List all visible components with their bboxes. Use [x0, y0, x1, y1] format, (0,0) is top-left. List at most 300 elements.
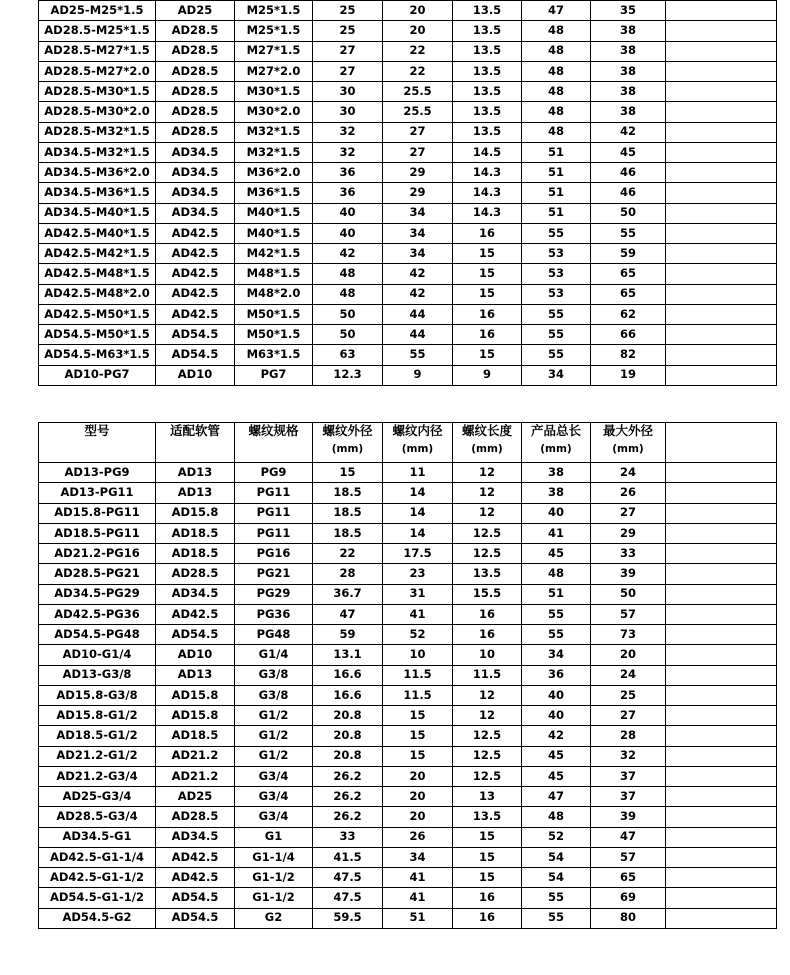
table-cell: 16 — [453, 325, 522, 345]
table-cell: AD10 — [156, 365, 235, 385]
table-cell: 41 — [383, 888, 453, 908]
table-cell: AD42.5-M50*1.5 — [39, 304, 156, 324]
table-cell: 40 — [313, 203, 383, 223]
table-cell: 25 — [313, 1, 383, 21]
table-cell: G3/8 — [235, 685, 313, 705]
table-row — [39, 604, 777, 624]
table-cell: AD25-G3/4 — [39, 787, 156, 807]
table-row — [39, 746, 777, 766]
table-cell: 34 — [383, 203, 453, 223]
table-cell: 12.5 — [453, 746, 522, 766]
table-cell: AD13 — [156, 463, 235, 483]
table-cell: 82 — [591, 345, 666, 365]
table-cell: 20 — [383, 21, 453, 41]
table-cell: 11.5 — [383, 685, 453, 705]
blank-cell — [666, 645, 777, 665]
table-cell: 17.5 — [383, 544, 453, 564]
table-cell: 48 — [522, 102, 591, 122]
table-cell: 34 — [383, 847, 453, 867]
table-cell: 51 — [522, 183, 591, 203]
table-cell: M40*1.5 — [235, 223, 313, 243]
table-cell: 20 — [383, 1, 453, 21]
header-label: 产品总长 — [530, 423, 581, 438]
table-cell: 55 — [522, 223, 591, 243]
table-cell: 15 — [453, 868, 522, 888]
table-cell: 12.5 — [453, 523, 522, 543]
table-cell: 10 — [383, 645, 453, 665]
table-cell: 25.5 — [383, 82, 453, 102]
table-cell: 22 — [383, 41, 453, 61]
table-cell: AD21.2 — [156, 766, 235, 786]
blank-cell — [666, 807, 777, 827]
table-cell: AD28.5 — [156, 102, 235, 122]
table-cell: 39 — [591, 564, 666, 584]
table-cell: 34 — [522, 645, 591, 665]
table-cell: AD10-G1/4 — [39, 645, 156, 665]
table-cell: 33 — [591, 544, 666, 564]
table-cell: 50 — [591, 203, 666, 223]
table-cell: M42*1.5 — [235, 244, 313, 264]
header-label: 螺纹内径 — [392, 423, 443, 438]
table-row — [39, 284, 777, 304]
table-cell: 45 — [591, 142, 666, 162]
table-cell: AD21.2-PG16 — [39, 544, 156, 564]
table-cell: 16.6 — [313, 685, 383, 705]
table-cell: 13.5 — [453, 122, 522, 142]
blank-cell — [666, 483, 777, 503]
table-cell: 48 — [522, 21, 591, 41]
blank-cell — [666, 544, 777, 564]
table-cell: AD42.5-G1-1/4 — [39, 847, 156, 867]
table-cell: 53 — [522, 264, 591, 284]
table-cell: 12 — [453, 706, 522, 726]
blank-cell — [666, 122, 777, 142]
table-cell: 26.2 — [313, 787, 383, 807]
table-cell: AD28.5 — [156, 122, 235, 142]
table-cell: 62 — [591, 304, 666, 324]
table-cell: 15 — [453, 264, 522, 284]
table-row — [39, 544, 777, 564]
table-cell: 48 — [522, 564, 591, 584]
table-row — [39, 365, 777, 385]
table-row — [39, 325, 777, 345]
header-hose — [156, 423, 235, 463]
table-cell: AD42.5-M42*1.5 — [39, 244, 156, 264]
table-cell: 12.5 — [453, 766, 522, 786]
table-row — [39, 41, 777, 61]
table-cell: 59 — [591, 244, 666, 264]
header-total-length — [522, 423, 591, 463]
table-cell: 36 — [313, 163, 383, 183]
blank-cell — [666, 142, 777, 162]
table-cell: 41 — [383, 868, 453, 888]
table-cell: 15 — [453, 284, 522, 304]
table-cell: AD34.5 — [156, 203, 235, 223]
table-cell: 42 — [591, 122, 666, 142]
table-row — [39, 564, 777, 584]
table-cell: 16 — [453, 304, 522, 324]
table-cell: 25 — [591, 685, 666, 705]
table-cell: PG48 — [235, 625, 313, 645]
table-cell: M48*1.5 — [235, 264, 313, 284]
table-cell: G3/4 — [235, 807, 313, 827]
table-cell: 29 — [383, 163, 453, 183]
table-row — [39, 61, 777, 81]
table-cell: AD42.5 — [156, 244, 235, 264]
table-cell: 44 — [383, 325, 453, 345]
table-cell: AD54.5-M63*1.5 — [39, 345, 156, 365]
table-cell: AD54.5 — [156, 625, 235, 645]
table-cell: 51 — [522, 203, 591, 223]
table-cell: 20 — [383, 766, 453, 786]
table-cell: 47 — [313, 604, 383, 624]
table-row — [39, 21, 777, 41]
table-cell: M25*1.5 — [235, 21, 313, 41]
table-row — [39, 183, 777, 203]
table-cell: M36*1.5 — [235, 183, 313, 203]
table-cell: AD54.5-PG48 — [39, 625, 156, 645]
table-cell: 12 — [453, 463, 522, 483]
table-cell: G1 — [235, 827, 313, 847]
table-cell: 15 — [383, 726, 453, 746]
table-cell: 55 — [522, 908, 591, 928]
table-cell: 50 — [591, 584, 666, 604]
table-cell: 57 — [591, 604, 666, 624]
table-cell: 50 — [313, 325, 383, 345]
blank-cell — [666, 223, 777, 243]
table-cell: AD28.5 — [156, 41, 235, 61]
table-cell: 40 — [522, 706, 591, 726]
table-cell: 15 — [453, 345, 522, 365]
table-cell: 47 — [591, 827, 666, 847]
table-cell: AD18.5-G1/2 — [39, 726, 156, 746]
table-cell: 18.5 — [313, 483, 383, 503]
table-cell: 12.5 — [453, 726, 522, 746]
table-cell: 33 — [313, 827, 383, 847]
table-cell: 18.5 — [313, 503, 383, 523]
table-cell: AD21.2-G1/2 — [39, 746, 156, 766]
table-row — [39, 102, 777, 122]
table-cell: AD42.5-PG36 — [39, 604, 156, 624]
table-cell: 55 — [522, 604, 591, 624]
table-cell: AD54.5 — [156, 908, 235, 928]
table-cell: AD18.5-PG11 — [39, 523, 156, 543]
table-cell: 13 — [453, 787, 522, 807]
table-cell: 13.5 — [453, 1, 522, 21]
table-row — [39, 807, 777, 827]
table-cell: 12 — [453, 685, 522, 705]
table-row — [39, 847, 777, 867]
table-cell: 54 — [522, 868, 591, 888]
header-max-od — [591, 423, 666, 463]
table-cell: AD34.5-M32*1.5 — [39, 142, 156, 162]
blank-cell — [666, 888, 777, 908]
table-cell: AD10 — [156, 645, 235, 665]
table-cell: M50*1.5 — [235, 325, 313, 345]
table-cell: 36.7 — [313, 584, 383, 604]
blank-cell — [666, 625, 777, 645]
table-cell: AD28.5-G3/4 — [39, 807, 156, 827]
table-cell: AD28.5-M30*1.5 — [39, 82, 156, 102]
table-cell: 65 — [591, 284, 666, 304]
table-cell: 16 — [453, 604, 522, 624]
blank-cell — [666, 685, 777, 705]
blank-cell — [666, 523, 777, 543]
table-cell: 37 — [591, 787, 666, 807]
table-row — [39, 244, 777, 264]
table-cell: 13.5 — [453, 82, 522, 102]
table-cell: 48 — [313, 264, 383, 284]
table-cell: 22 — [313, 544, 383, 564]
table-cell: 15 — [453, 827, 522, 847]
table-cell: 51 — [522, 163, 591, 183]
table-cell: AD18.5 — [156, 726, 235, 746]
table-cell: AD54.5-G2 — [39, 908, 156, 928]
table-cell: M40*1.5 — [235, 203, 313, 223]
blank-cell — [666, 304, 777, 324]
table-cell: 25 — [313, 21, 383, 41]
table-cell: AD28.5-M27*2.0 — [39, 61, 156, 81]
table-cell: 35 — [591, 1, 666, 21]
header-unit: (mm) — [401, 442, 434, 455]
table-cell: 20 — [383, 787, 453, 807]
table-cell: G1/2 — [235, 706, 313, 726]
table-cell: G1/4 — [235, 645, 313, 665]
table-cell: 73 — [591, 625, 666, 645]
table-cell: 47 — [522, 1, 591, 21]
header-label: 型号 — [84, 423, 110, 438]
table-cell: G1-1/2 — [235, 868, 313, 888]
table-cell: 24 — [591, 463, 666, 483]
table-cell: AD54.5-G1-1/2 — [39, 888, 156, 908]
table-cell: AD28.5-M32*1.5 — [39, 122, 156, 142]
table-cell: AD28.5 — [156, 807, 235, 827]
table-cell: 57 — [591, 847, 666, 867]
table-row — [39, 523, 777, 543]
blank-cell — [666, 908, 777, 928]
table-cell: AD28.5 — [156, 61, 235, 81]
table-cell: M27*2.0 — [235, 61, 313, 81]
table-cell: 12.3 — [313, 365, 383, 385]
table-cell: AD34.5 — [156, 183, 235, 203]
table-cell: AD34.5 — [156, 827, 235, 847]
header-thread-spec — [235, 423, 313, 463]
blank-cell — [666, 423, 777, 463]
table-cell: 27 — [313, 41, 383, 61]
table-cell: 34 — [383, 223, 453, 243]
table-cell: 48 — [522, 41, 591, 61]
blank-cell — [666, 102, 777, 122]
table-row — [39, 345, 777, 365]
table-cell: 69 — [591, 888, 666, 908]
table-cell: 27 — [313, 61, 383, 81]
table-cell: 29 — [383, 183, 453, 203]
table-cell: 31 — [383, 584, 453, 604]
table-cell: AD34.5-PG29 — [39, 584, 156, 604]
table-cell: 48 — [522, 82, 591, 102]
table-cell: AD18.5 — [156, 523, 235, 543]
table-cell: AD25-M25*1.5 — [39, 1, 156, 21]
table-cell: 15 — [313, 463, 383, 483]
table-cell: 38 — [591, 82, 666, 102]
table-cell: G3/4 — [235, 787, 313, 807]
table-cell: 27 — [383, 142, 453, 162]
blank-cell — [666, 564, 777, 584]
table-cell: 55 — [383, 345, 453, 365]
header-label: 最大外径 — [602, 423, 653, 438]
table-cell: AD15.8 — [156, 706, 235, 726]
table-row — [39, 685, 777, 705]
blank-cell — [666, 847, 777, 867]
table-cell: M32*1.5 — [235, 142, 313, 162]
table-cell: AD15.8-PG11 — [39, 503, 156, 523]
table-row — [39, 304, 777, 324]
table-cell: AD13-PG11 — [39, 483, 156, 503]
table-cell: 55 — [522, 325, 591, 345]
table-cell: AD34.5 — [156, 142, 235, 162]
blank-cell — [666, 41, 777, 61]
table-cell: 32 — [591, 746, 666, 766]
table-row — [39, 122, 777, 142]
blank-cell — [666, 584, 777, 604]
table-cell: AD13 — [156, 665, 235, 685]
table-cell: 14 — [383, 523, 453, 543]
table-cell: PG11 — [235, 523, 313, 543]
table-cell: AD34.5-M36*1.5 — [39, 183, 156, 203]
table-cell: 19 — [591, 365, 666, 385]
table-row — [39, 1, 777, 21]
table-cell: 50 — [313, 304, 383, 324]
table-cell: AD42.5 — [156, 223, 235, 243]
blank-cell — [666, 284, 777, 304]
table-cell: 16 — [453, 908, 522, 928]
table-cell: AD42.5 — [156, 264, 235, 284]
table-cell: 12 — [453, 503, 522, 523]
table-cell: 18.5 — [313, 523, 383, 543]
table-cell: AD34.5 — [156, 584, 235, 604]
table-cell: 32 — [313, 122, 383, 142]
spec-table-pg-g — [38, 422, 777, 929]
table-cell: 41 — [383, 604, 453, 624]
table-cell: 45 — [522, 766, 591, 786]
table-cell: 46 — [591, 183, 666, 203]
table-cell: 47 — [522, 787, 591, 807]
table-cell: AD18.5 — [156, 544, 235, 564]
table-cell: PG29 — [235, 584, 313, 604]
table-cell: 9 — [383, 365, 453, 385]
table-cell: 38 — [591, 61, 666, 81]
blank-cell — [666, 345, 777, 365]
table-cell: G3/8 — [235, 665, 313, 685]
table-cell: PG36 — [235, 604, 313, 624]
table-cell: 55 — [522, 888, 591, 908]
table-cell: 27 — [383, 122, 453, 142]
table-cell: 45 — [522, 544, 591, 564]
header-unit: (mm) — [331, 442, 364, 455]
table-cell: AD42.5 — [156, 304, 235, 324]
header-label: 适配软管 — [169, 423, 220, 438]
table-cell: 34 — [383, 244, 453, 264]
table-cell: AD54.5 — [156, 345, 235, 365]
table-cell: G1-1/2 — [235, 888, 313, 908]
table-cell: 14.5 — [453, 142, 522, 162]
header-label: 螺纹长度 — [461, 423, 512, 438]
table-cell: 15 — [383, 746, 453, 766]
blank-cell — [666, 726, 777, 746]
table-cell: 38 — [591, 41, 666, 61]
table-cell: G2 — [235, 908, 313, 928]
table-cell: 42 — [383, 264, 453, 284]
table-cell: 51 — [522, 142, 591, 162]
table-cell: 22 — [383, 61, 453, 81]
table-cell: AD25 — [156, 787, 235, 807]
table-cell: AD42.5-M40*1.5 — [39, 223, 156, 243]
blank-cell — [666, 365, 777, 385]
table-cell: 53 — [522, 244, 591, 264]
table-cell: AD42.5-M48*1.5 — [39, 264, 156, 284]
table-cell: 34 — [522, 365, 591, 385]
table-cell: M27*1.5 — [235, 41, 313, 61]
table-cell: 39 — [591, 807, 666, 827]
table-cell: 15 — [383, 706, 453, 726]
table-cell: 13.5 — [453, 564, 522, 584]
spec-table-metric-body — [39, 1, 777, 386]
table-cell: 20.8 — [313, 746, 383, 766]
table-cell: 42 — [313, 244, 383, 264]
table-cell: 42 — [522, 726, 591, 746]
table-cell: 59.5 — [313, 908, 383, 928]
table-cell: AD28.5-M27*1.5 — [39, 41, 156, 61]
table-cell: AD15.8-G1/2 — [39, 706, 156, 726]
blank-cell — [666, 787, 777, 807]
table-cell: 14 — [383, 483, 453, 503]
table-cell: 26 — [383, 827, 453, 847]
table-cell: AD13-PG9 — [39, 463, 156, 483]
table-cell: 30 — [313, 82, 383, 102]
blank-cell — [666, 82, 777, 102]
table-cell: 42 — [383, 284, 453, 304]
blank-cell — [666, 665, 777, 685]
table-cell: PG9 — [235, 463, 313, 483]
table-cell: 55 — [522, 625, 591, 645]
table-cell: 28 — [313, 564, 383, 584]
table-row — [39, 503, 777, 523]
table-row — [39, 787, 777, 807]
table-cell: AD42.5 — [156, 284, 235, 304]
table-cell: AD42.5-M48*2.0 — [39, 284, 156, 304]
table-cell: PG21 — [235, 564, 313, 584]
table-row — [39, 665, 777, 685]
table-cell: 54 — [522, 847, 591, 867]
blank-cell — [666, 264, 777, 284]
header-thread-id — [383, 423, 453, 463]
table-cell: 29 — [591, 523, 666, 543]
header-label: 螺纹外径 — [322, 423, 373, 438]
table-cell: 13.5 — [453, 807, 522, 827]
table-cell: M30*1.5 — [235, 82, 313, 102]
table-row — [39, 483, 777, 503]
table-row — [39, 163, 777, 183]
table-cell: G1/2 — [235, 746, 313, 766]
table-cell: 51 — [522, 584, 591, 604]
table-cell: 20.8 — [313, 706, 383, 726]
table-cell: 47.5 — [313, 888, 383, 908]
table-cell: G3/4 — [235, 766, 313, 786]
table-cell: 15 — [453, 244, 522, 264]
table-row — [39, 584, 777, 604]
table-cell: 38 — [591, 102, 666, 122]
table-cell: PG7 — [235, 365, 313, 385]
